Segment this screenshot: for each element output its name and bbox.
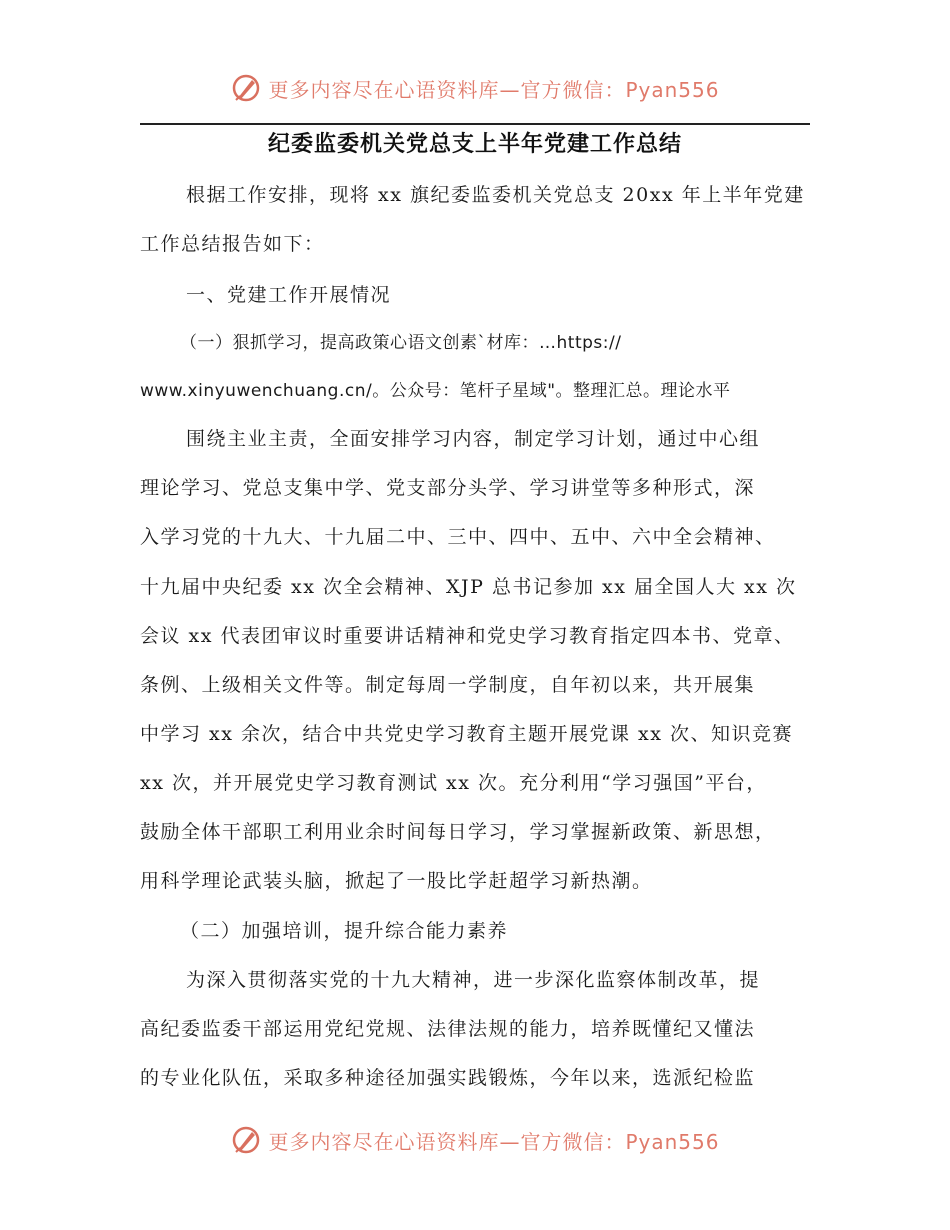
paragraph-line: 会议 xx 代表团审议时重要讲话精神和党史学习教育指定四本书、党章、 bbox=[140, 625, 795, 647]
watermark-text: 更多内容尽在心语资料库—官方微信：Pyan556 bbox=[268, 77, 720, 102]
paragraph-line: 的专业化队伍，采取多种途径加强实践锻炼，今年以来，选派纪检监 bbox=[140, 1067, 756, 1089]
paragraph-line: 高纪委监委干部运用党纪党规、法律法规的能力，培养既懂纪又懂法 bbox=[140, 1018, 756, 1040]
header-watermark-banner bbox=[0, 68, 950, 108]
paragraph-line: xx 次，并开展党史学习教育测试 xx 次。充分利用“学习强国”平台， bbox=[140, 772, 767, 794]
paragraph-line: 根据工作安排，现将 xx 旗纪委监委机关党总支 20xx 年上半年党建 bbox=[186, 184, 805, 206]
header-divider bbox=[140, 123, 810, 125]
document-title: 纪委监委机关党总支上半年党建工作总结 bbox=[267, 131, 682, 157]
quill-logo-icon bbox=[230, 1124, 262, 1156]
quill-logo-icon bbox=[230, 72, 262, 104]
subsection-heading-continued: www.xinyuwenchuang.cn/。公众号：笔杆子星域"。整理汇总。理论水平 bbox=[140, 381, 731, 401]
paragraph-line: 十九届中央纪委 xx 次全会精神、XJP 总书记参加 xx 届全国人大 xx 次 bbox=[140, 576, 797, 598]
subsection-heading: （一）狠抓学习，提高政策心语文创素`材库：…https:// bbox=[180, 333, 622, 353]
paragraph-line: 为深入贯彻落实党的十九大精神，进一步深化监察体制改革，提 bbox=[186, 969, 761, 991]
paragraph-line: 用科学理论武装头脑，掀起了一股比学赶超学习新热潮。 bbox=[140, 870, 653, 892]
paragraph-line: 条例、上级相关文件等。制定每周一学制度，自年初以来，共开展集 bbox=[140, 674, 756, 696]
section-heading: 一、党建工作开展情况 bbox=[186, 284, 392, 306]
paragraph-line: 围绕主业主责，全面安排学习内容，制定学习计划，通过中心组 bbox=[186, 428, 761, 450]
paragraph-line: 理论学习、党总支集中学、党支部分头学、学习讲堂等多种形式，深 bbox=[140, 477, 756, 499]
subsection-heading: （二）加强培训，提升综合能力素养 bbox=[180, 920, 509, 942]
paragraph-line: 中学习 xx 余次，结合中共党史学习教育主题开展党课 xx 次、知识竞赛 bbox=[140, 723, 794, 745]
watermark-text: 更多内容尽在心语资料库—官方微信：Pyan556 bbox=[268, 1129, 720, 1154]
paragraph-line: 鼓励全体干部职工利用业余时间每日学习，学习掌握新政策、新思想， bbox=[140, 821, 776, 843]
footer-watermark-banner bbox=[0, 1120, 950, 1160]
paragraph-line: 工作总结报告如下： bbox=[140, 233, 325, 255]
paragraph-line: 入学习党的十九大、十九届二中、三中、四中、五中、六中全会精神、 bbox=[140, 526, 776, 548]
